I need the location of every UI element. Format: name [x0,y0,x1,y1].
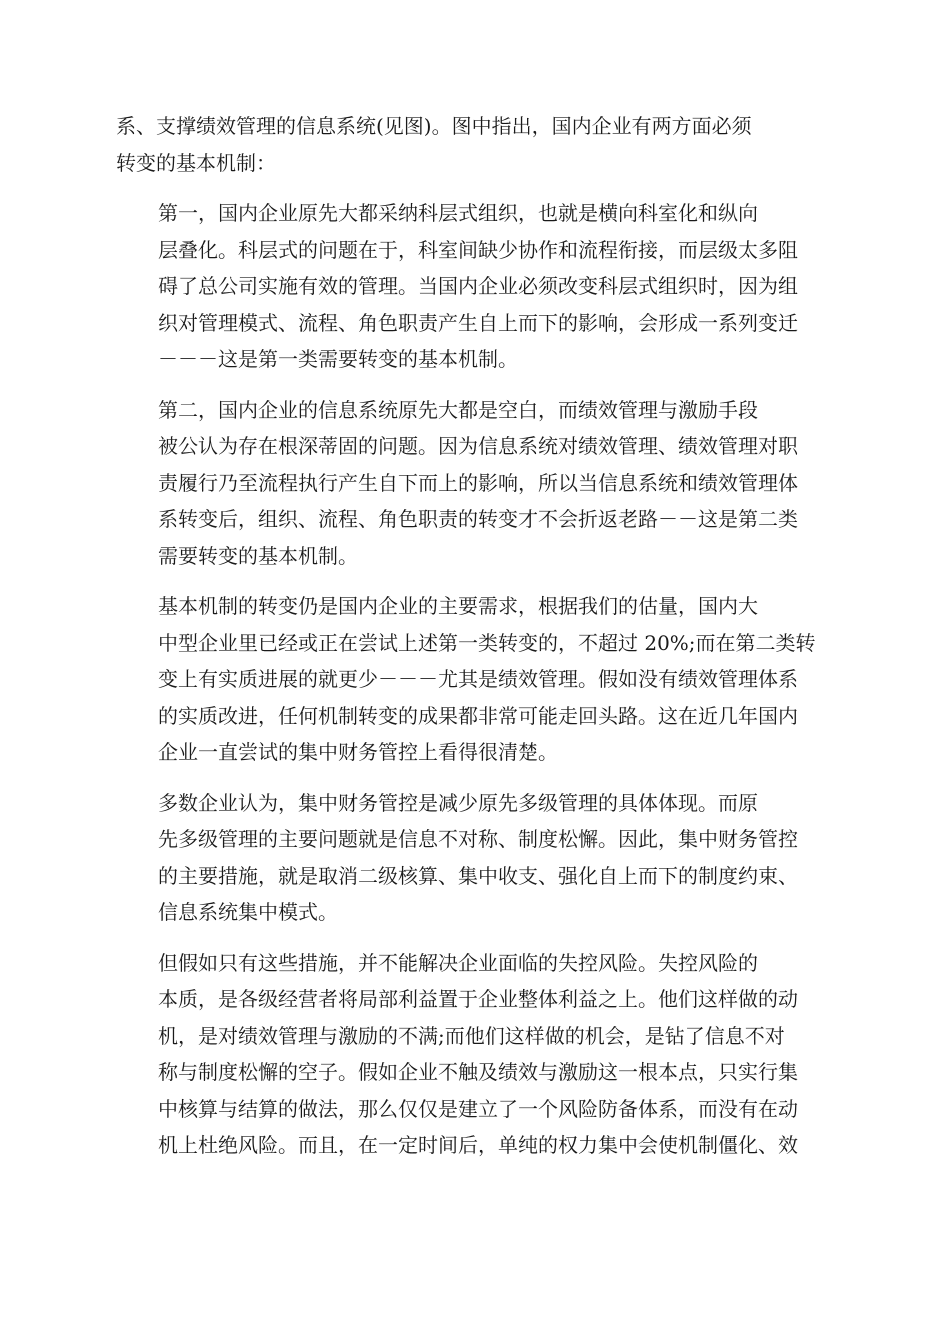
paragraph [116,945,836,1164]
paragraph [116,588,836,771]
text-line: 的主要措施，就是取消二级核算、集中收支、强化自上而下的制度约束、 [158,863,798,888]
text-line: 变上有实质进展的就更少－－－尤其是绩效管理。假如没有绩效管理体系 [158,667,798,691]
text-line: 第一，国内企业原先大都采纳科层式组织，也就是横向科室化和纵向 [158,201,758,225]
text-line: 本质，是各级经营者将局部利益置于企业整体利益之上。他们这样做的动 [158,987,798,1011]
text-line: 系转变后，组织、流程、角色职责的转变才不会折返老路－－这是第二类 [158,507,798,531]
text-line: 碍了总公司实施有效的管理。当国内企业必须改变科层式组织时，因为组 [158,274,798,298]
paragraph [116,785,836,931]
paragraph [116,195,836,378]
document-body [116,108,836,1178]
text-line: 但假如只有这些措施，并不能解决企业面临的失控风险。失控风险的 [158,950,758,975]
text-line: 的实质改进，任何机制转变的成果都非常可能走回头路。这在近几年国内 [158,703,798,728]
text-line: 机上杜绝风险。而且，在一定时间后，单纯的权力集中会使机制僵化、效 [158,1133,798,1157]
text-line: 层叠化。科层式的问题在于，科室间缺少协作和流程衔接，而层级太多阻 [158,237,798,262]
text-line: 织对管理模式、流程、角色职责产生自上而下的影响，会形成一系列变迁 [158,310,798,335]
text-line: 系、支撑绩效管理的信息系统(见图)。图中指出，国内企业有两方面必须 [116,114,752,138]
text-line: 需要转变的基本机制。 [158,543,358,568]
text-line: 基本机制的转变仍是国内企业的主要需求，根据我们的估量，国内大 [158,594,758,618]
text-line: 中型企业里已经或正在尝试上述第一类转变的，不超过 20%;而在第二类转 [158,630,816,655]
text-line: 责履行乃至流程执行产生自下而上的影响，所以当信息系统和绩效管理体 [158,470,798,495]
text-line: 先多级管理的主要问题就是信息不对称、制度松懈。因此，集中财务管控 [158,827,798,851]
text-line: 称与制度松懈的空子。假如企业不触及绩效与激励这一根本点，只实行集 [158,1060,798,1084]
text-line: 转变的基本机制： [116,150,276,175]
paragraph [116,108,836,181]
text-line: 多数企业认为，集中财务管控是减少原先多级管理的具体体现。而原 [158,790,758,815]
text-line: 信息系统集中模式。 [158,900,338,924]
paragraph [116,392,836,575]
text-line: 企业一直尝试的集中财务管控上看得很清楚。 [158,740,558,764]
text-line: 中核算与结算的做法，那么仅仅是建立了一个风险防备体系，而没有在动 [158,1096,798,1121]
text-line: 第二，国内企业的信息系统原先大都是空白，而绩效管理与激励手段 [158,397,758,422]
text-line: 被公认为存在根深蒂固的问题。因为信息系统对绩效管理、绩效管理对职 [158,434,798,458]
text-line: －－－这是第一类需要转变的基本机制。 [158,347,518,371]
text-line: 机，是对绩效管理与激励的不满;而他们这样做的机会，是钻了信息不对 [158,1023,785,1048]
